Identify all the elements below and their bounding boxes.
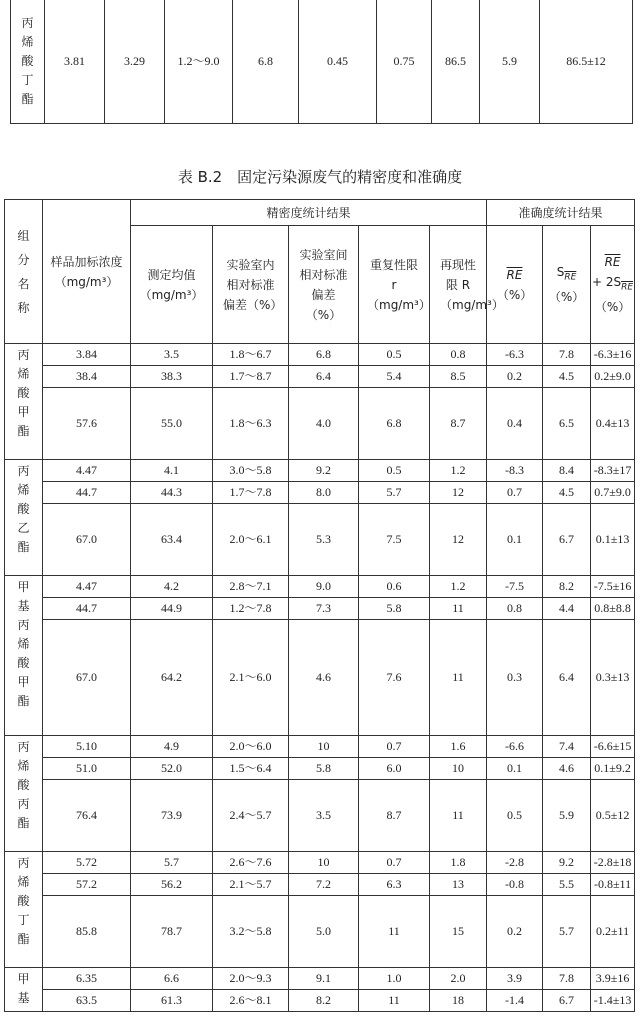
table-row [5,896,635,968]
data-cell: 76.4 [43,780,131,852]
data-cell: 44.7 [43,598,131,620]
data-cell: 4.47 [43,460,131,482]
data-cell: 5.5 [543,874,591,896]
data-cell: 6.0 [359,758,430,780]
data-cell: 3.9±16 [591,968,635,990]
data-cell: 11 [430,780,487,852]
data-cell: 3.29 [105,0,165,124]
data-cell: 2.4～5.7 [213,780,289,852]
data-cell: 63.4 [131,504,213,576]
data-cell: 55.0 [131,388,213,460]
data-cell: 8.7 [359,780,430,852]
data-cell: 2.6～8.1 [213,990,289,1012]
data-cell: 0.4 [487,388,543,460]
data-cell: 3.84 [43,344,131,366]
data-cell: 44.3 [131,482,213,504]
sre-subscript: RE [564,272,577,283]
data-cell: 0.1±9.2 [591,758,635,780]
data-cell: 0.6 [359,576,430,598]
data-cell: 15 [430,896,487,968]
inter-rsd-header: 实验室间相对标准偏差（%） [289,226,359,344]
data-cell: 52.0 [131,758,213,780]
re2s-plus: + 2S [591,274,622,289]
data-cell: 85.8 [43,896,131,968]
re-header [487,226,543,344]
table-row [5,598,635,620]
data-cell: 0.5 [359,460,430,482]
data-cell: 73.9 [131,780,213,852]
re-symbol: $\overline{RE}$ [506,267,523,282]
data-cell: -2.8 [487,852,543,874]
data-cell: 9.2 [543,852,591,874]
data-cell: -7.5 [487,576,543,598]
data-cell: 56.2 [131,874,213,896]
data-cell: 6.4 [289,366,359,388]
sre-header [543,226,591,344]
data-cell: 3.5 [131,344,213,366]
data-cell: 3.0～5.8 [213,460,289,482]
table-row [5,344,635,366]
data-cell: -8.3 [487,460,543,482]
data-cell: -7.5±16 [591,576,635,598]
data-cell: 5.8 [289,758,359,780]
data-cell: 0.75 [377,0,432,124]
data-cell: 7.6 [359,620,430,736]
table-row [5,758,635,780]
data-cell: 5.72 [43,852,131,874]
data-cell: 8.7 [430,388,487,460]
data-cell: 0.5±12 [591,780,635,852]
data-cell: 5.9 [480,0,540,124]
data-cell: 63.5 [43,990,131,1012]
data-cell: 6.8 [289,344,359,366]
data-cell: 0.2±9.0 [591,366,635,388]
table-row [5,576,635,598]
data-cell: 6.4 [543,620,591,736]
data-cell: 11 [359,896,430,968]
mean-header: 测定均值（mg/m³） [131,226,213,344]
data-cell: 8.0 [289,482,359,504]
component-name-cell: 丙 烯 酸 丁 酯 [11,0,45,124]
data-cell: 5.4 [359,366,430,388]
table-row [5,968,635,990]
data-cell: 4.9 [131,736,213,758]
data-cell: 10 [289,736,359,758]
data-cell: 0.7 [359,852,430,874]
data-cell: -6.3±16 [591,344,635,366]
data-cell: 6.8 [359,388,430,460]
data-cell: 5.9 [543,780,591,852]
data-cell: 1.8 [430,852,487,874]
data-cell: 8.5 [430,366,487,388]
data-cell: 7.5 [359,504,430,576]
data-cell: 0.2 [487,896,543,968]
component-header: 组 分 名 称 [5,200,43,344]
data-cell: 3.2～5.8 [213,896,289,968]
table-row [11,0,633,124]
data-cell: 6.35 [43,968,131,990]
data-cell: 4.0 [289,388,359,460]
table-row [5,780,635,852]
data-cell: 1.2 [430,576,487,598]
data-cell: -1.4 [487,990,543,1012]
data-cell: 0.3±13 [591,620,635,736]
data-cell: 86.5±12 [540,0,633,124]
table-row [5,620,635,736]
data-cell: 12 [430,504,487,576]
reprod-limit-header: 再现性限 R（mg/m³） [430,226,487,344]
data-cell: 6.5 [543,388,591,460]
data-cell: 0.3 [487,620,543,736]
data-cell: 1.2～7.8 [213,598,289,620]
data-cell: 1.8～6.7 [213,344,289,366]
data-cell: 6.7 [543,990,591,1012]
data-cell: 4.6 [289,620,359,736]
data-cell: 38.3 [131,366,213,388]
data-cell: 10 [289,852,359,874]
table-row [5,482,635,504]
data-cell: 0.45 [299,0,377,124]
data-cell: 0.7±9.0 [591,482,635,504]
data-cell: 6.6 [131,968,213,990]
data-cell: 6.7 [543,504,591,576]
table-caption: 表 B.2 固定污染源废气的精密度和准确度 [177,168,463,186]
data-cell: -0.8 [487,874,543,896]
data-cell: 1.7～7.8 [213,482,289,504]
re-unit: （%） [496,287,533,302]
data-cell: 5.7 [543,896,591,968]
data-cell: 7.2 [289,874,359,896]
table-row [5,388,635,460]
data-cell: 0.5 [359,344,430,366]
data-cell: 1.5～6.4 [213,758,289,780]
data-cell: 13 [430,874,487,896]
data-cell: 7.8 [543,968,591,990]
data-cell: 1.2～9.0 [165,0,233,124]
data-cell: 9.2 [289,460,359,482]
data-cell: 38.4 [43,366,131,388]
data-cell: 61.3 [131,990,213,1012]
data-cell: 11 [430,598,487,620]
data-cell: 2.1～5.7 [213,874,289,896]
data-cell: 4.6 [543,758,591,780]
intra-rsd-header: 实验室内相对标准偏差（%） [213,226,289,344]
data-cell: 1.6 [430,736,487,758]
precision-accuracy-table [4,199,635,1012]
accuracy-group-header: 准确度统计结果 [487,200,635,226]
sre-unit: （%） [548,290,585,305]
component-name-cell: 丙 烯 酸 乙 酯 [5,460,43,576]
data-cell: 8.2 [289,990,359,1012]
data-cell: 4.1 [131,460,213,482]
data-cell: -6.3 [487,344,543,366]
data-cell: -6.6 [487,736,543,758]
data-cell: 10 [430,758,487,780]
repeat-limit-header: 重复性限 r（mg/m³） [359,226,430,344]
data-cell: 51.0 [43,758,131,780]
previous-table-fragment [10,0,633,124]
data-cell: 0.2±11 [591,896,635,968]
data-cell: 0.8 [430,344,487,366]
component-name-cell: 丙 烯 酸 丙 酯 [5,736,43,852]
data-cell: 7.3 [289,598,359,620]
data-cell: 64.2 [131,620,213,736]
data-cell: 5.3 [289,504,359,576]
data-cell: 2.1～6.0 [213,620,289,736]
data-cell: 2.0 [430,968,487,990]
data-cell: 5.10 [43,736,131,758]
data-cell: 8.2 [543,576,591,598]
data-cell: 0.1 [487,758,543,780]
data-cell: 2.0～6.0 [213,736,289,758]
data-cell: 5.0 [289,896,359,968]
data-cell: -2.8±18 [591,852,635,874]
data-cell: 5.7 [359,482,430,504]
data-cell: 3.5 [289,780,359,852]
data-cell: 2.0～6.1 [213,504,289,576]
data-cell: 0.7 [359,736,430,758]
data-cell: 2.0～9.3 [213,968,289,990]
data-cell: 9.0 [289,576,359,598]
data-cell: 57.2 [43,874,131,896]
data-cell: 0.7 [487,482,543,504]
data-cell: 2.6～7.6 [213,852,289,874]
data-cell: 0.1±13 [591,504,635,576]
data-cell: 6.8 [233,0,299,124]
re-plus-2s-header [591,226,635,344]
data-cell: 1.8～6.3 [213,388,289,460]
data-cell: 67.0 [43,504,131,576]
precision-group-header: 精密度统计结果 [131,200,487,226]
re2s-subscript: RE [621,282,634,293]
table-row [5,990,635,1012]
component-name-cell: 甲 基 丙 烯 酸 甲 酯 [5,576,43,736]
re2s-unit: （%） [594,300,631,315]
data-cell: -0.8±11 [591,874,635,896]
re2s-symbol: $\overline{RE}$ [604,254,621,269]
table-row [5,874,635,896]
table-row [5,366,635,388]
table-row [5,852,635,874]
data-cell: 11 [359,990,430,1012]
data-cell: 5.8 [359,598,430,620]
data-cell: 44.7 [43,482,131,504]
data-cell: 0.2 [487,366,543,388]
component-name-cell: 甲 基 [5,968,43,1012]
data-cell: 0.1 [487,504,543,576]
header-row [5,200,635,226]
data-cell: 2.8～7.1 [213,576,289,598]
data-cell: 4.5 [543,366,591,388]
data-cell: 3.81 [45,0,105,124]
data-cell: 44.9 [131,598,213,620]
table-row [5,504,635,576]
data-cell: 6.3 [359,874,430,896]
data-cell: 86.5 [432,0,480,124]
component-name-cell: 丙 烯 酸 甲 酯 [5,344,43,460]
sre-symbol: S [556,264,565,279]
data-cell: 0.8±8.8 [591,598,635,620]
data-cell: 8.4 [543,460,591,482]
data-cell: 1.2 [430,460,487,482]
data-cell: 4.47 [43,576,131,598]
data-cell: 9.1 [289,968,359,990]
table-row [5,460,635,482]
data-cell: 11 [430,620,487,736]
data-cell: 1.0 [359,968,430,990]
data-cell: 78.7 [131,896,213,968]
data-cell: 7.4 [543,736,591,758]
data-cell: 1.7～8.7 [213,366,289,388]
data-cell: 5.7 [131,852,213,874]
data-cell: 12 [430,482,487,504]
sample-conc-header: 样品加标浓度（mg/m³） [43,200,131,344]
data-cell: 4.2 [131,576,213,598]
data-cell: 7.8 [543,344,591,366]
data-cell: 4.4 [543,598,591,620]
data-cell: 0.4±13 [591,388,635,460]
data-cell: 67.0 [43,620,131,736]
data-cell: 57.6 [43,388,131,460]
data-cell: 18 [430,990,487,1012]
data-cell: -1.4±13 [591,990,635,1012]
data-cell: -8.3±17 [591,460,635,482]
data-cell: 4.5 [543,482,591,504]
data-cell: -6.6±15 [591,736,635,758]
data-cell: 0.5 [487,780,543,852]
component-name-cell: 丙 烯 酸 丁 酯 [5,852,43,968]
table-row [5,736,635,758]
data-cell: 0.8 [487,598,543,620]
data-cell: 3.9 [487,968,543,990]
